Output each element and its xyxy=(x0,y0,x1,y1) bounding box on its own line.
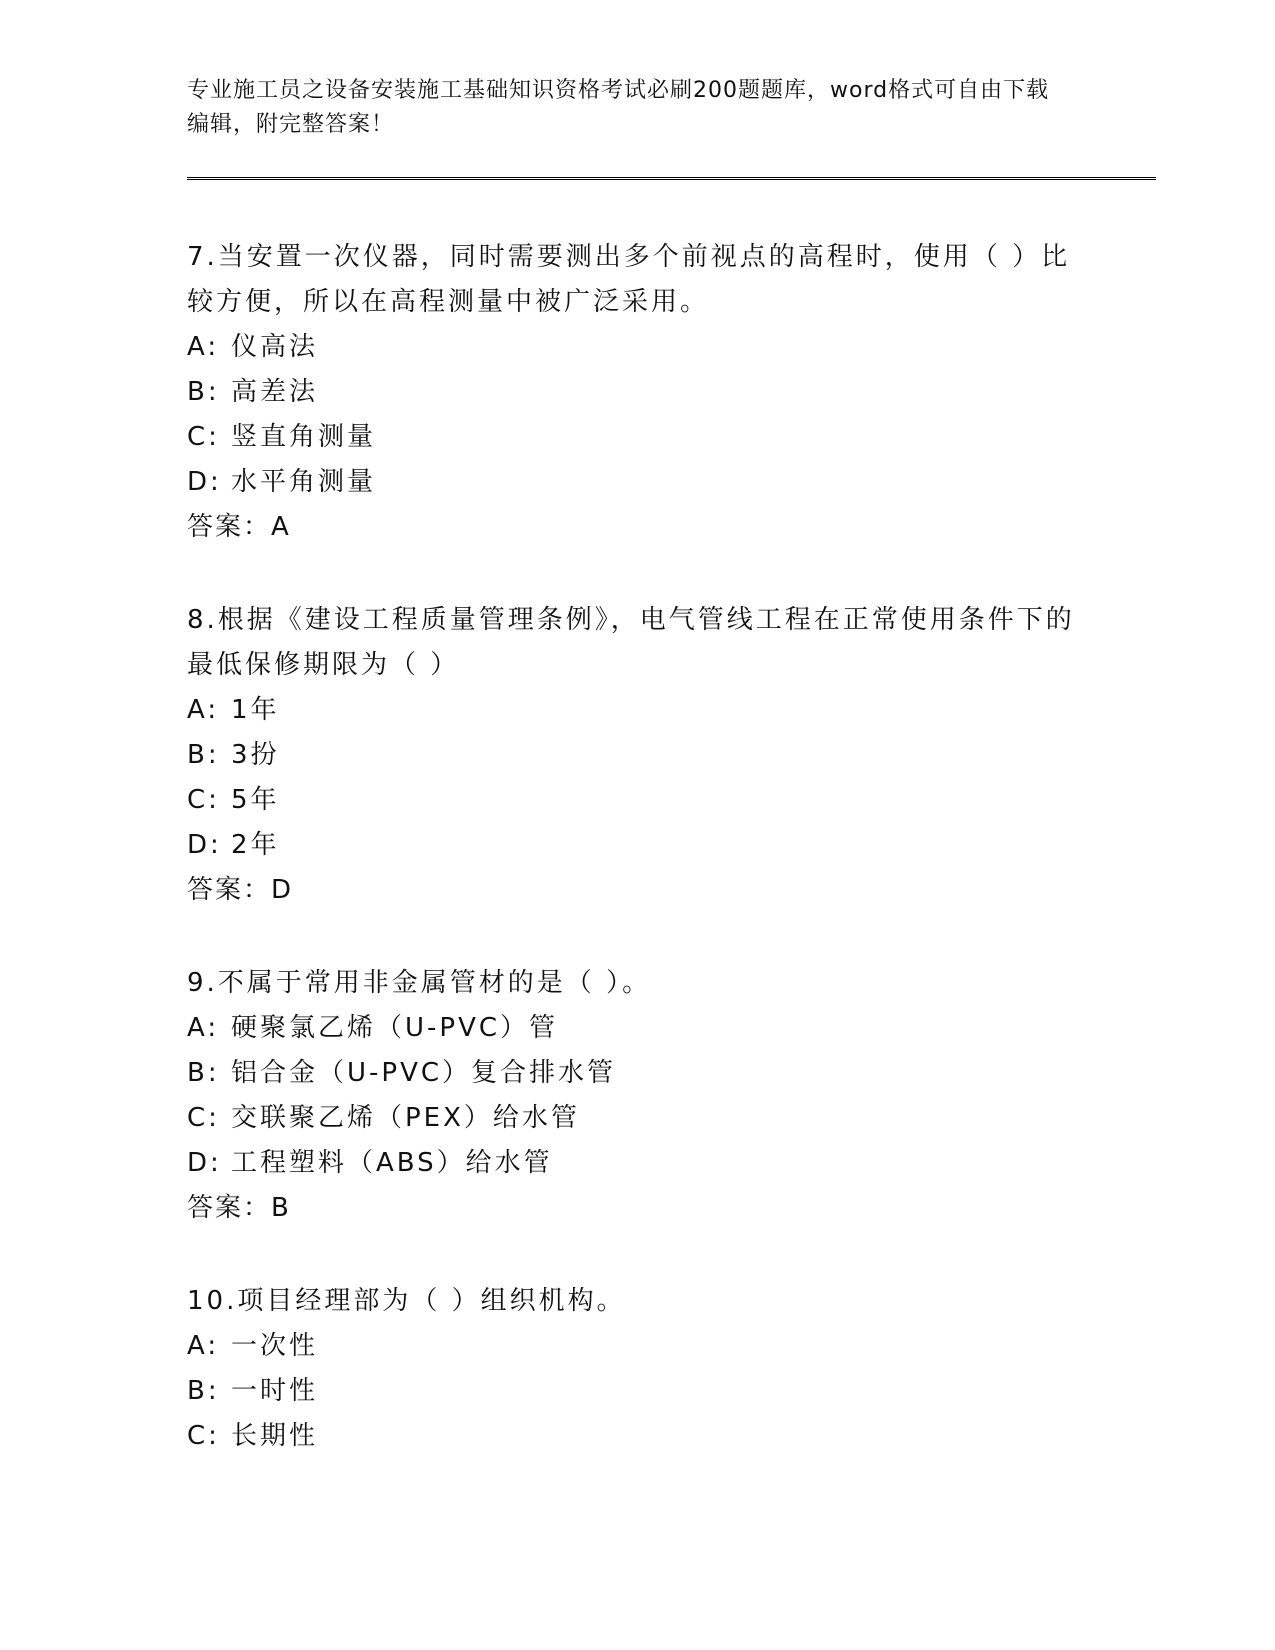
question-7 xyxy=(187,235,1087,550)
option-text: 2年 xyxy=(231,830,280,860)
option-d xyxy=(187,823,1087,868)
option-key: C: xyxy=(187,1421,220,1451)
answer-line: 答案：B xyxy=(187,1193,291,1223)
option-key: B: xyxy=(187,377,220,407)
option-key: B: xyxy=(187,1376,220,1406)
option-key: C: xyxy=(187,1103,220,1133)
option-a xyxy=(187,688,1087,733)
option-text: 一次性 xyxy=(231,1331,319,1361)
option-c xyxy=(187,778,1087,823)
option-key: A: xyxy=(187,1331,220,1361)
option-text: 3扮 xyxy=(231,740,280,770)
option-text: 高差法 xyxy=(231,377,319,407)
option-text: 5年 xyxy=(231,785,280,815)
question-list xyxy=(187,235,1087,1507)
question-9 xyxy=(187,961,1087,1231)
option-text: 硬聚氯乙烯（U-PVC）管 xyxy=(231,1013,559,1043)
option-text: 长期性 xyxy=(231,1421,319,1451)
header-divider xyxy=(187,177,1156,180)
option-key: D: xyxy=(187,1148,222,1178)
question-stem: 7.当安置一次仪器，同时需要测出多个前视点的高程时，使用（ ）比较方便，所以在高程测量中被广泛采用。 xyxy=(187,242,1071,317)
question-stem: 10.项目经理部为（ ）组织机构。 xyxy=(187,1286,626,1316)
option-key: B: xyxy=(187,740,220,770)
option-c xyxy=(187,415,1087,460)
option-b xyxy=(187,1369,1087,1414)
question-stem: 9.不属于常用非金属管材的是（ ）。 xyxy=(187,968,652,998)
document-header: 专业施工员之设备安装施工基础知识资格考试必刷200题题库，word格式可自由下载编辑，附完整答案！ xyxy=(187,78,1050,137)
option-b xyxy=(187,370,1087,415)
option-text: 1年 xyxy=(231,695,280,725)
option-c xyxy=(187,1096,1087,1141)
question-10 xyxy=(187,1279,1087,1459)
option-text: 一时性 xyxy=(231,1376,319,1406)
option-text: 交联聚乙烯（PEX）给水管 xyxy=(231,1103,580,1133)
option-a xyxy=(187,325,1087,370)
option-key: D: xyxy=(187,830,222,860)
option-text: 铝合金（U-PVC）复合排水管 xyxy=(231,1058,617,1088)
option-text: 工程塑料（ABS）给水管 xyxy=(231,1148,553,1178)
question-8 xyxy=(187,598,1087,913)
option-b xyxy=(187,733,1087,778)
option-b xyxy=(187,1051,1087,1096)
option-a xyxy=(187,1324,1087,1369)
option-c xyxy=(187,1414,1087,1459)
option-key: A: xyxy=(187,332,220,362)
option-d xyxy=(187,460,1087,505)
option-key: B: xyxy=(187,1058,220,1088)
question-stem: 8.根据《建设工程质量管理条例》，电气管线工程在正常使用条件下的最低保修期限为（ ） xyxy=(187,605,1075,680)
answer-line: 答案：D xyxy=(187,875,294,905)
option-text: 竖直角测量 xyxy=(231,422,377,452)
option-d xyxy=(187,1141,1087,1186)
option-a xyxy=(187,1006,1087,1051)
option-key: C: xyxy=(187,785,220,815)
option-key: D: xyxy=(187,467,222,497)
option-key: A: xyxy=(187,1013,220,1043)
option-key: C: xyxy=(187,422,220,452)
option-text: 水平角测量 xyxy=(231,467,377,497)
answer-line: 答案：A xyxy=(187,512,291,542)
option-key: A: xyxy=(187,695,220,725)
option-text: 仪高法 xyxy=(231,332,319,362)
